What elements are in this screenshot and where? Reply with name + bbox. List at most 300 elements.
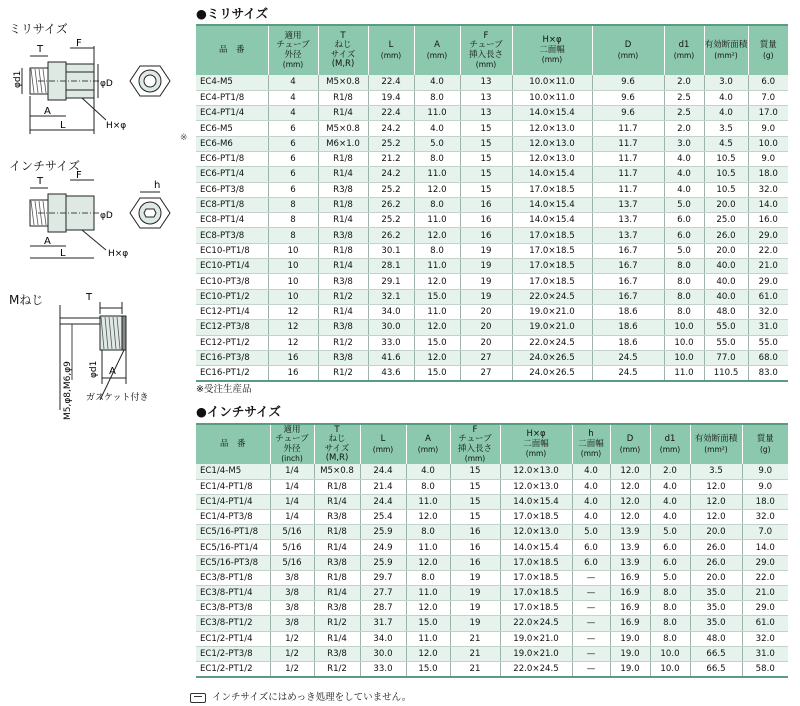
table-cell: 4.5 [704,136,748,151]
table-cell: 14.0×15.4 [500,494,572,509]
table-row [196,75,788,90]
table-cell: 24.2 [368,167,414,182]
part-number-cell: EC3/8-PT3/8 [196,601,270,616]
header-line: 外径 [283,443,301,454]
part-number-cell: EC8-PT1/4 [196,213,268,228]
table-cell: 17.0×18.5 [512,274,592,289]
table-cell: 3/8 [270,570,314,585]
table-cell: R1/4 [318,106,368,121]
part-number-cell: EC3/8-PT1/4 [196,586,270,601]
table-cell: 7.0 [742,525,788,540]
table-cell: 22.4 [368,75,414,90]
part-number-cell: EC5/16-PT1/8 [196,525,270,540]
header-line: 二面幅 [523,438,549,449]
inch-footnote-text: インチサイズにはめっき処理をしていません。 [212,692,412,703]
table-cell: R1/4 [314,631,360,646]
pointing-hand-icon [190,693,206,703]
table-cell: 6 [268,182,318,197]
table-cell: R1/4 [318,304,368,319]
table-cell: 8.0 [664,259,704,274]
table-cell: 19 [460,259,512,274]
table-cell: 19 [450,601,500,616]
table-cell: 13.9 [610,525,650,540]
m-thread-diagram-title: Mねじ [9,293,44,307]
table-cell: 32.0 [742,510,788,525]
table-cell: 19 [460,274,512,289]
table-cell: 19.0×21.0 [512,304,592,319]
header-line: 挿入長さ [457,443,492,454]
table-cell: 5.0 [650,570,690,585]
table-cell: R3/8 [314,510,360,525]
table-row [196,151,788,166]
part-number-cell: EC1/2-PT1/4 [196,631,270,646]
milli-header-cell [368,25,414,75]
table-row [196,136,788,151]
table-cell: 16 [450,540,500,555]
header-line: A [434,40,440,50]
header-line: 二面幅 [539,44,565,55]
table-cell: 18.6 [592,304,664,319]
table-cell: 8.0 [650,616,690,631]
table-cell: 14.0×15.4 [512,213,592,228]
table-cell: 1/4 [270,510,314,525]
milli-header-cell [460,25,512,75]
table-cell: M5×0.8 [318,75,368,90]
table-cell: 1/2 [270,661,314,676]
table-cell: 12.0 [610,464,650,479]
table-cell: 8.0 [406,479,450,494]
header-line: 二面幅 [578,438,604,449]
table-cell: 16.9 [610,570,650,585]
table-cell: 6.0 [748,75,788,90]
milli-header-cell [664,25,704,75]
table-cell: 25.0 [704,213,748,228]
header-line: 有効断面積 [704,40,748,50]
part-number-cell: EC12-PT1/2 [196,335,268,350]
part-number-cell: EC1/4-PT1/4 [196,494,270,509]
table-cell: 24.4 [360,464,406,479]
table-cell: 21 [450,646,500,661]
table-cell: 40.0 [704,259,748,274]
table-cell: 12.0 [406,510,450,525]
table-cell: 8 [268,228,318,243]
table-cell: 25.2 [368,136,414,151]
table-cell: 110.5 [704,366,748,381]
table-cell: R1/4 [318,167,368,182]
table-row [196,259,788,274]
table-row [196,213,788,228]
table-cell: 6.0 [664,213,704,228]
table-cell: 35.0 [690,616,742,631]
table-cell: 2.0 [664,121,704,136]
table-cell: 28.1 [368,259,414,274]
table-row [196,243,788,258]
table-cell: 12.0 [690,510,742,525]
table-cell: 16.7 [592,259,664,274]
dim-h-inch: h [154,180,161,191]
table-cell: 29.0 [742,555,788,570]
table-cell: 25.9 [360,555,406,570]
table-cell: 20.0 [690,570,742,585]
part-number-cell: EC10-PT1/8 [196,243,268,258]
header-line: (M,R) [331,59,355,69]
table-cell: 22.0 [742,570,788,585]
table-row [196,525,788,540]
table-cell: 20 [460,335,512,350]
table-cell: — [572,570,610,585]
table-cell: 9.6 [592,106,664,121]
table-row [196,479,788,494]
table-row [196,510,788,525]
table-cell: 11.7 [592,136,664,151]
table-cell: 19 [460,243,512,258]
table-cell: — [572,601,610,616]
table-cell: R1/2 [314,616,360,631]
table-cell: 15 [460,182,512,197]
table-cell: 15 [460,136,512,151]
inch-section-title: ●インチサイズ [196,404,281,419]
table-cell: R3/8 [314,555,360,570]
table-cell: 2.5 [664,90,704,105]
table-cell: 6.0 [650,540,690,555]
table-cell: 11.0 [664,366,704,381]
table-cell: 29.0 [748,228,788,243]
table-cell: R1/4 [318,259,368,274]
table-cell: 3.0 [704,75,748,90]
header-unit: (mm) [541,55,563,65]
table-cell: 41.6 [368,350,414,365]
milli-header-cell [748,25,788,75]
table-row [196,121,788,136]
table-cell: 16.9 [610,586,650,601]
table-cell: 48.0 [690,631,742,646]
part-number-cell: EC4-M5 [196,75,268,90]
table-cell: 66.5 [690,661,742,676]
table-cell: 11.0 [414,106,460,121]
header-unit: (mm) [673,50,695,60]
table-cell: 8.0 [414,197,460,212]
milli-header-cell [318,25,368,75]
table-cell: 5/16 [270,555,314,570]
table-cell: 48.0 [704,304,748,319]
table-cell: 16.7 [592,243,664,258]
table-row [196,304,788,319]
table-cell: 12.0×13.0 [500,479,572,494]
table-cell: 29.7 [360,570,406,585]
table-cell: 32.0 [742,631,788,646]
table-cell: 68.0 [748,350,788,365]
part-number-cell: EC5/16-PT1/4 [196,540,270,555]
inch-header-cell [450,424,500,464]
table-cell: 83.0 [748,366,788,381]
table-cell: R3/8 [318,350,368,365]
table-cell: 2.5 [664,106,704,121]
header-unit: (mm) [617,50,639,60]
table-cell: 1/2 [270,631,314,646]
table-cell: 55.0 [704,320,748,335]
inch-header-cell [360,424,406,464]
table-cell: 13 [460,106,512,121]
table-cell: 24.4 [360,494,406,509]
header-line: ねじ [328,434,346,444]
table-cell: 4.0 [650,510,690,525]
table-row [196,350,788,365]
inch-fitting-diagram [0,172,185,272]
table-cell: 10 [268,243,318,258]
table-cell: 22.0 [748,243,788,258]
table-cell: 30.0 [368,320,414,335]
header-line: F [472,424,478,435]
table-cell: — [572,646,610,661]
milli-header-cell [414,25,460,75]
table-cell: 16.9 [610,616,650,631]
header-line: サイズ [324,443,350,454]
part-number-cell: EC6-M5 [196,121,268,136]
header-unit: (mm) [464,454,486,463]
table-row [196,320,788,335]
table-cell: 12.0×13.0 [512,151,592,166]
part-number-cell: EC1/2-PT3/8 [196,646,270,661]
table-cell: — [572,661,610,676]
table-cell: R3/8 [318,274,368,289]
table-cell: 11.0 [414,259,460,274]
table-cell: 9.0 [748,121,788,136]
table-row [196,631,788,646]
table-cell: R1/2 [318,289,368,304]
table-cell: 10.0 [664,320,704,335]
table-cell: 12.0 [414,182,460,197]
header-unit: (mm) [426,50,448,60]
table-cell: 11.0 [406,631,450,646]
table-cell: M5×0.8 [318,121,368,136]
table-cell: 6 [268,136,318,151]
table-cell: R1/2 [318,366,368,381]
table-cell: 22.4 [368,106,414,121]
table-cell: 6 [268,167,318,182]
table-cell: 19.0 [610,631,650,646]
table-cell: 4.0 [572,510,610,525]
table-cell: 24.5 [592,350,664,365]
table-cell: 14.0×15.4 [512,167,592,182]
table-cell: 20 [460,304,512,319]
table-cell: 13 [460,75,512,90]
table-cell: R1/8 [314,525,360,540]
table-cell: 6 [268,151,318,166]
table-cell: 32.0 [748,182,788,197]
dim-D: φD [100,79,113,89]
table-cell: 15.0 [414,366,460,381]
table-cell: 20.0 [704,243,748,258]
table-cell: 12 [268,320,318,335]
table-row [196,494,788,509]
dim-F: F [76,38,82,49]
table-cell: 5/16 [270,540,314,555]
header-line: T [334,424,340,435]
table-cell: 40.0 [704,289,748,304]
table-cell: 21.4 [360,479,406,494]
table-cell: 17.0×18.5 [500,601,572,616]
table-cell: 15 [460,151,512,166]
table-cell: 17.0×18.5 [500,555,572,570]
part-number-cell: EC8-PT3/8 [196,228,268,243]
table-cell: 19 [450,570,500,585]
table-cell: — [572,616,610,631]
table-cell: 61.0 [742,616,788,631]
table-cell: 16.7 [592,289,664,304]
inch-header-cell [742,424,788,464]
table-cell: 4.0 [664,167,704,182]
table-cell: 19.0×21.0 [500,646,572,661]
table-cell: 5.0 [572,525,610,540]
table-cell: R1/8 [318,243,368,258]
table-cell: 18.0 [742,494,788,509]
milli-header-cell [704,25,748,75]
table-cell: 15.0 [406,616,450,631]
table-row [196,601,788,616]
table-cell: R1/8 [318,151,368,166]
table-cell: R1/8 [318,197,368,212]
table-cell: 31.0 [742,646,788,661]
dim-Hphi: H×φ [106,121,127,131]
table-cell: 8 [268,197,318,212]
milli-header-cell [592,25,664,75]
table-cell: 24.9 [360,540,406,555]
table-cell: 27 [460,350,512,365]
table-cell: 17.0×18.5 [500,570,572,585]
table-cell: 22.0×24.5 [512,289,592,304]
table-cell: 14.0×15.4 [500,540,572,555]
table-cell: 15 [460,121,512,136]
table-cell: 12.0×13.0 [500,464,572,479]
table-cell: 26.0 [690,555,742,570]
table-cell: 12 [268,304,318,319]
table-cell: 9.0 [742,464,788,479]
table-cell: 21 [450,631,500,646]
table-cell: 11.0 [406,586,450,601]
part-number-cell: EC6-M6 [196,136,268,151]
table-cell: 19 [450,586,500,601]
table-cell: 12.0 [690,494,742,509]
table-cell: 4 [268,75,318,90]
table-cell: R3/8 [314,601,360,616]
table-cell: 9.0 [748,151,788,166]
table-row [196,289,788,304]
table-cell: 6.0 [572,540,610,555]
table-cell: 17.0×18.5 [500,510,572,525]
table-cell: R1/8 [314,479,360,494]
table-cell: 2.0 [650,464,690,479]
dim-L-inch: L [60,248,66,259]
table-cell: 10.0×11.0 [512,75,592,90]
table-cell: 15 [460,167,512,182]
table-cell: R1/2 [314,661,360,676]
table-cell: 34.0 [368,304,414,319]
header-unit: (mm) [417,444,439,454]
part-number-cell: EC3/8-PT1/8 [196,570,270,585]
table-row [196,228,788,243]
table-cell: 14.0×15.4 [512,106,592,121]
header-line: チューブ [275,434,309,444]
table-row [196,586,788,601]
table-cell: 16 [268,366,318,381]
table-cell: 14.0 [748,197,788,212]
header-line: ねじ [334,40,352,50]
part-number-cell: EC1/4-PT3/8 [196,510,270,525]
table-row [196,646,788,661]
table-cell: 15 [450,510,500,525]
table-cell: 32.0 [748,304,788,319]
table-cell: 24.0×26.5 [512,366,592,381]
inch-header-cell [270,424,314,464]
table-cell: 11.0 [406,494,450,509]
table-cell: 29.1 [368,274,414,289]
table-cell: 12.0 [414,320,460,335]
header-line: (M,R) [325,453,349,463]
table-cell: 15 [450,494,500,509]
table-cell: 10 [268,289,318,304]
header-line: 適用 [284,30,302,41]
table-cell: 8.0 [414,151,460,166]
header-unit: (mm²) [714,50,738,60]
part-number-cell: EC3/8-PT1/2 [196,616,270,631]
table-cell: 21.0 [748,259,788,274]
table-cell: 1/4 [270,479,314,494]
table-cell: 8.0 [650,601,690,616]
table-cell: 4.0 [572,464,610,479]
inch-spec-table [196,423,788,678]
table-cell: 12.0 [406,601,450,616]
table-cell: 4.0 [650,494,690,509]
table-cell: 10.0 [748,136,788,151]
table-cell: 2.0 [664,75,704,90]
table-cell: 17.0×18.5 [512,259,592,274]
table-cell: 30.1 [368,243,414,258]
table-cell: 6.0 [650,555,690,570]
dim-m-thread: M5,φ8,M6,φ9 [63,361,73,420]
table-cell: 66.5 [690,646,742,661]
table-cell: M5×0.8 [314,464,360,479]
table-cell: 77.0 [704,350,748,365]
part-number-cell: EC4-PT1/8 [196,90,268,105]
inch-header-cell [406,424,450,464]
table-cell: 10.0 [664,335,704,350]
milli-header-cell [268,25,318,75]
header-unit: (mm) [659,444,681,454]
table-cell: 14.0 [742,540,788,555]
header-line: チューブ [469,40,503,50]
table-row [196,106,788,121]
table-cell: R1/2 [318,335,368,350]
table-cell: 18.6 [592,335,664,350]
header-line: d1 [664,434,676,444]
table-cell: 10.5 [704,151,748,166]
table-cell: 1/4 [270,494,314,509]
table-cell: R1/8 [314,570,360,585]
table-cell: R3/8 [318,228,368,243]
table-cell: R1/4 [318,213,368,228]
dim-T-m: T [86,292,93,303]
part-number-cell: EC6-PT3/8 [196,182,268,197]
table-cell: 11.7 [592,121,664,136]
table-cell: 9.6 [592,90,664,105]
table-row [196,366,788,381]
milli-diagram-title: ミリサイズ [9,22,68,36]
table-cell: 3.0 [664,136,704,151]
inch-header-cell [572,424,610,464]
header-line: H×φ [526,429,546,440]
part-number-cell: EC16-PT1/2 [196,366,268,381]
dim-A-inch: A [44,236,51,247]
